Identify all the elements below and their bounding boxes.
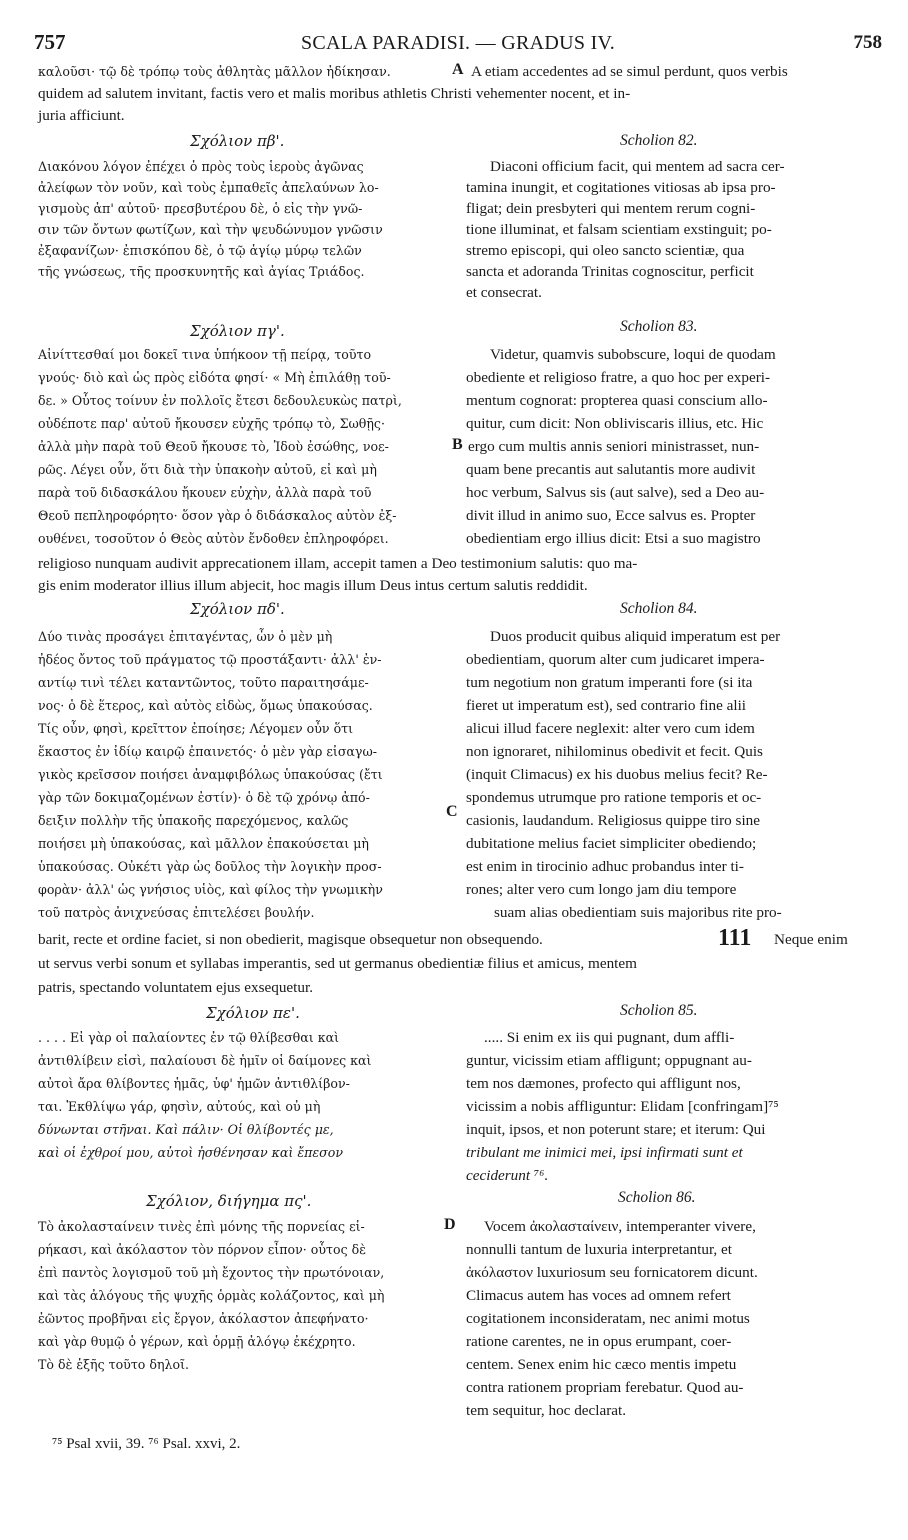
- greek-line: σιν τῶν ὄντων φωτίζων, καὶ τὴν ψευδώνυμον γνῶσιν: [38, 222, 383, 237]
- greek-line: ἀντιθλίβειν εἰσὶ, παλαίουσι δὲ ἡμῖν οἱ δαίμονες καὶ: [38, 1053, 372, 1068]
- margin-letter-a: A: [452, 61, 464, 78]
- latin-line: mentum cognorat: propterea quasi conscium allo-: [466, 392, 768, 409]
- greek-line: ἐπὶ παντὸς λογισμοῦ τοῦ μὴ ἔχοντος τὴν πρωτόνοιαν,: [38, 1265, 385, 1280]
- running-title: SCALA PARADISI. — GRADUS IV.: [300, 32, 616, 54]
- latin-line: obedientiam ergo illius dicit: Etsi a suo magistro: [466, 530, 761, 547]
- scholion-84-full-line: barit, recte et ordine faciet, si non obedierit, magisque obsequetur non obsequendo.: [38, 931, 543, 948]
- greek-line: τοῦ πατρὸς ἀνιχνεύσας ἐπιτελέσει βουλήν.: [38, 905, 315, 920]
- greek-line: αὐτοὶ ἄρα θλίβοντες ἡμᾶς, ὑφ' ἡμῶν ἀντιθλίβον-: [38, 1076, 350, 1091]
- scholion-82-greek-heading: Σχόλιον πβ'.: [190, 132, 285, 150]
- latin-line: fieret ut imperatum est), sed contrario fine alii: [466, 697, 747, 714]
- greek-line: αντίῳ τινὶ τέλει καταντῶντος, τοῦτο παραιτησάμε-: [38, 675, 369, 690]
- latin-line: Diaconi officium facit, qui mentem ad sacra cer-: [490, 158, 785, 175]
- scholion-83-greek-heading: Σχόλιον πγ'.: [190, 322, 285, 340]
- page-header: [34, 30, 882, 56]
- greek-line: νος· ὁ δὲ ἕτερος, καὶ αὐτὸς εἰδὼς, ὅμως ὑπακούσας.: [38, 698, 373, 713]
- greek-line: γικὸς κρεῖσσον ποιήσει ἀναμφιβόλως ὑπακούσας (ἔτι: [38, 767, 383, 782]
- scholion-85-latin-heading: Scholion 85.: [620, 1002, 698, 1019]
- greek-line: δύνωνται στῆναι. Καὶ πάλιν· Οἱ θλίβοντές με,: [38, 1122, 334, 1137]
- latin-line: stremo episcopi, qui oleo sancto scientiæ, qua: [466, 242, 745, 259]
- latin-line: hoc verbum, Salvus sis (aut salve), sed a Deo au-: [466, 484, 765, 501]
- intro-greek-line: καλοῦσι· τῷ δὲ τρόπῳ τοὺς ἀθλητὰς μᾶλλον ἠδίκησαν.: [38, 64, 391, 79]
- scholion-82-latin-heading: Scholion 82.: [620, 132, 698, 149]
- scholion-84-full-line: ut servus verbi sonum et syllabas imperantis, sed ut germanus obedientiæ filius et amicus, mentem: [38, 955, 637, 972]
- latin-line: suam alias obedientiam suis majoribus rite pro-: [494, 904, 782, 921]
- greek-line: ἐξαφανίζων· ἐπισκόπου δὲ, ὁ τῷ ἁγίῳ μύρῳ τελῶν: [38, 243, 362, 258]
- margin-letter-c: C: [446, 803, 458, 820]
- greek-line: δειξιν πολλὴν τῆς ὑπακοῆς παρεχόμενος, καλῶς: [38, 813, 349, 828]
- latin-line: Videtur, quamvis subobscure, loqui de quodam: [490, 346, 776, 363]
- scholion-86-greek-heading: Σχόλιον, διήγημα πς'.: [146, 1192, 312, 1210]
- greek-line: καὶ τὰς ἀλόγους τῆς ψυχῆς ὁρμὰς κολάζοντος, καὶ μὴ: [38, 1288, 385, 1303]
- page-number-right: 758: [853, 32, 882, 53]
- latin-line: tione illuminat, et falsam scientiam exstinguit; po-: [466, 221, 772, 238]
- latin-line: quam bene precantis aut salutantis more audivit: [466, 461, 756, 478]
- footnote: ⁷⁵ Psal xvii, 39. ⁷⁶ Psal. xxvi, 2.: [52, 1436, 241, 1452]
- column-number: 111: [718, 925, 752, 951]
- greek-line: Δύο τινὰς προσάγει ἐπιταγέντας, ὧν ὁ μὲν μὴ: [38, 629, 333, 644]
- greek-line: δε. » Οὗτος τοίνυν ἐν πολλοῖς ἔτεσι δεδουλευκὼς πατρὶ,: [38, 393, 402, 408]
- greek-line: . . . . Εἰ γὰρ οἱ παλαίοντες ἐν τῷ θλίβεσθαι καὶ: [38, 1030, 340, 1045]
- latin-line: rones; alter vero cum longo jam diu tempore: [466, 881, 737, 898]
- greek-line: τῆς γνώσεως, τῆς προσκυνητῆς καὶ ἁγίας Τριάδος.: [38, 264, 365, 279]
- intro-line-2: quidem ad salutem invitant, factis vero et malis moribus athletis Christi vehementer nocent, et in-: [38, 85, 631, 102]
- latin-line: Climacus autem has voces ad omnem refert: [466, 1287, 731, 1304]
- latin-line: ergo cum multis annis seniori ministrasset, nun-: [468, 438, 760, 455]
- scholion-86-latin-heading: Scholion 86.: [618, 1189, 696, 1206]
- greek-line: ἀλείφων τὸν νοῦν, καὶ τοὺς ἐμπαθεῖς ἀπελαύνων λο-: [38, 180, 379, 195]
- latin-line: quitur, cum dicit: Non obliviscaris illius, etc. Hic: [466, 415, 764, 432]
- greek-line: Τὸ δὲ ἑξῆς τοῦτο δηλοῖ.: [38, 1357, 190, 1372]
- latin-line: tamina inungit, et cogitationes vitiosas ab ipsa pro-: [466, 179, 776, 196]
- latin-line: casionis, laudandum. Religiosus quippe tiro sine: [466, 812, 761, 829]
- latin-line: fligat; dein presbyteri qui mentem rerum cogni-: [466, 200, 756, 217]
- greek-line: γισμοὺς ἀπ' αὐτοῦ· πρεσβυτέρου δὲ, ὁ εἰς τὴν γνῶ-: [38, 201, 363, 216]
- greek-line: ὑπακούσας. Οὐκέτι γὰρ ὡς δοῦλος τὴν λογικὴν προσ-: [38, 859, 382, 874]
- latin-line: (inquit Climacus) ex his duobus melius fecit? Re-: [466, 766, 768, 783]
- latin-line: inquit, ipsos, et non poterunt stare; et iterum: Qui: [466, 1121, 766, 1138]
- greek-line: οὐδέποτε παρ' αὐτοῦ ἤκουσεν εὐχῆς τρόπῳ τὸ, Σωθῇς·: [38, 416, 385, 431]
- latin-line: est enim in tirocinio adhuc probandus inter ti-: [466, 858, 744, 875]
- greek-line: ἀλλὰ μὴν παρὰ τοῦ Θεοῦ ἤκουσε τὸ, Ἰδοὺ ἐσώθης, νοε-: [38, 439, 389, 454]
- latin-line: dubitatione melius faciet simpliciter obediendo;: [466, 835, 757, 852]
- scholion-83-latin-heading: Scholion 83.: [620, 318, 698, 335]
- latin-line: tum negotium non gratum imperanti fore (si ita: [466, 674, 753, 691]
- greek-line: ουθένει, τοσοῦτον ὁ Θεὸς αὐτὸν ἔνδοθεν ἐπληροφόρει.: [38, 531, 389, 546]
- latin-line: vicissim a nobis affliguntur: Elidam [confringam]⁷⁵: [466, 1098, 779, 1115]
- latin-line: spondemus utrumque pro ratione temporis et oc-: [466, 789, 762, 806]
- latin-line: ἀκόλαστον luxuriosum seu fornicatorem dicunt.: [466, 1264, 758, 1281]
- greek-line: φορὰν· ἀλλ' ὡς γνήσιος υἱὸς, καὶ φίλος τὴν γνωμικὴν: [38, 882, 383, 897]
- greek-line: ἐῶντος προβῆναι εἰς ἔργον, ἀκόλαστον ἀπεφήνατο·: [38, 1311, 369, 1326]
- latin-line: Vocem ἀκολασταίνειν, intemperanter vivere,: [484, 1218, 756, 1235]
- greek-line: Θεοῦ πεπληροφόρητο· ὅσον γὰρ ὁ διδάσκαλος αὐτὸν ἐξ-: [38, 508, 397, 523]
- latin-line: tem nos dæmones, profecto qui affligunt nos,: [466, 1075, 741, 1092]
- latin-line: et consecrat.: [466, 284, 542, 301]
- greek-line: καὶ οἱ ἐχθροί μου, αὐτοὶ ἠσθένησαν καὶ ἔπεσον: [38, 1145, 343, 1160]
- intro-latin-line: A etiam accedentes ad se simul perdunt, quos verbis: [471, 63, 788, 80]
- latin-line: ratione carentes, ne in opus erumpant, coer-: [466, 1333, 732, 1350]
- latin-line: cogitationem inconsideratam, nec animi motus: [466, 1310, 750, 1327]
- scholion-83-full-line: religioso nunquam audivit apprecationem illam, accepit tamen a Deo testimonium salutis: quo ma-: [38, 555, 638, 572]
- page-number-left: 757: [34, 30, 66, 54]
- latin-line: alicui illud facere neglexit: alter vero cum idem: [466, 720, 755, 737]
- greek-line: γνούς· διὸ καὶ ὡς πρὸς εἰδότα φησί· « Μὴ ἐπιλάθῃ τοῦ-: [38, 370, 391, 385]
- greek-line: γὰρ τῶν δοκιμαζομένων ἐστίν)· ὁ δὲ τῷ χρόνῳ ἀπό-: [38, 790, 370, 805]
- latin-line: non ignoraret, nihilominus obedivit et fecit. Quis: [466, 743, 763, 760]
- margin-letter-b: B: [452, 436, 463, 453]
- latin-line: tribulant me inimici mei, ipsi infirmati sunt et: [466, 1144, 743, 1161]
- latin-line: obedientiam, quorum alter cum judicaret impera-: [466, 651, 765, 668]
- scholion-84-full-line: patris, spectando voluntatem ejus exsequetur.: [38, 979, 313, 996]
- greek-line: παρὰ τοῦ διδασκάλου ἤκουεν εὐχὴν, ἀλλὰ παρὰ τοῦ: [38, 485, 372, 500]
- greek-line: ἠδέος ὄντος τοῦ πράγματος τῷ προστάξαντι· ἀλλ' ἐν-: [38, 652, 382, 667]
- latin-line: ..... Si enim ex iis qui pugnant, dum affli-: [484, 1029, 735, 1046]
- latin-line: divit illud in animo suo, Ecce salvus es. Propter: [466, 507, 756, 524]
- latin-line: Duos producit quibus aliquid imperatum est per: [490, 628, 781, 645]
- scholion-84-full-line-end: Neque enim: [774, 931, 848, 948]
- scholion-84-greek-heading: Σχόλιον πδ'.: [190, 600, 285, 618]
- latin-line: guntur, vicissim etiam affligunt; oppugnant au-: [466, 1052, 752, 1069]
- greek-line: ρῶς. Λέγει οὖν, ὅτι διὰ τὴν ὑπακοὴν αὐτοῦ, εἰ καὶ μὴ: [38, 462, 377, 477]
- latin-line: obediente et religioso fratre, a quo hoc per experi-: [466, 369, 771, 386]
- greek-line: Αἰνίττεσθαί μοι δοκεῖ τινα ὑπήκοον τῇ πείρᾳ, τοῦτο: [38, 347, 372, 362]
- latin-line: sancta et adoranda Trinitas cognoscitur, perficit: [466, 263, 754, 280]
- scholion-84-latin-heading: Scholion 84.: [620, 600, 698, 617]
- margin-letter-d: D: [444, 1216, 456, 1233]
- greek-line: ται. Ἐκθλίψω γάρ, φησὶν, αὐτούς, καὶ οὐ μὴ: [38, 1099, 321, 1114]
- latin-line: centem. Senex enim hic cæco mentis impetu: [466, 1356, 737, 1373]
- latin-line: nonnulli tantum de luxuria interpretantur, et: [466, 1241, 732, 1258]
- scholion-85-greek-heading: Σχόλιον πε'.: [206, 1004, 300, 1022]
- greek-line: Διακόνου λόγον ἐπέχει ὁ πρὸς τοὺς ἱεροὺς ἀγῶνας: [38, 159, 364, 174]
- intro-line-3: juria afficiunt.: [38, 107, 125, 124]
- greek-line: ποιήσει μὴ ὑπακούσας, καὶ μᾶλλον ἐπακούσεται μὴ: [38, 836, 369, 851]
- greek-line: Τὸ ἀκολασταίνειν τινὲς ἐπὶ μόνης τῆς πορνείας εἰ-: [38, 1219, 365, 1234]
- scholion-83-full-line: gis enim moderator illius illum abjecit, hoc magis illum Deus intus certum salutis reddidit.: [38, 577, 588, 594]
- greek-line: ἕκαστος ἐν ἰδίῳ καιρῷ ἐπαινετός· ὁ μὲν γὰρ εἰσαγω-: [38, 744, 377, 759]
- latin-line: tem sequitur, hoc declarat.: [466, 1402, 627, 1419]
- greek-line: ρήκασι, καὶ ἀκόλαστον τὸν πόρνον εἶπον· οὗτος δὲ: [38, 1242, 366, 1257]
- greek-line: Τίς οὖν, φησὶ, κρεῖττον ἐποίησε; Λέγομεν οὖν ὅτι: [38, 721, 354, 736]
- latin-line: ceciderunt ⁷⁶.: [466, 1167, 549, 1184]
- greek-line: καὶ γὰρ θυμῷ ὁ γέρων, καὶ ὁρμῇ ἀλόγῳ ἐκέχρητο.: [38, 1334, 356, 1349]
- latin-line: contra rationem propriam ferebatur. Quod au-: [466, 1379, 744, 1396]
